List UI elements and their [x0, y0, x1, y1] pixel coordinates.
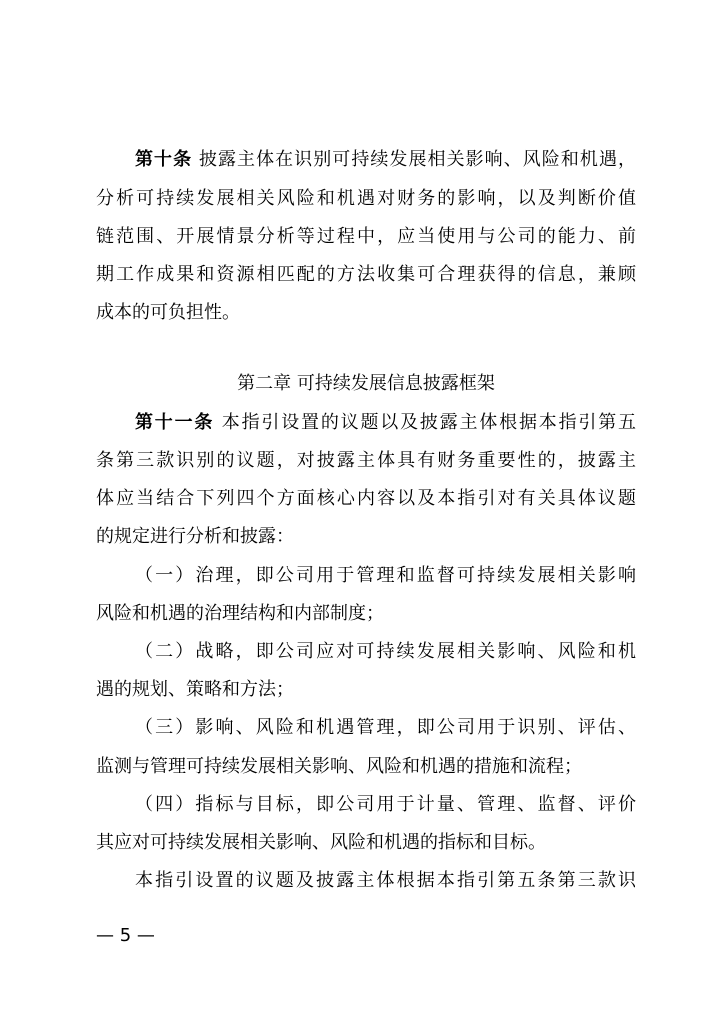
item-1-line-1: （一）治理，即公司用于管理和监督可持续发展相关影响	[135, 565, 636, 586]
item-2-line-1: （二）战略，即公司应对可持续发展相关影响、风险和机	[135, 641, 636, 662]
article-10-heading: 第十条	[135, 149, 193, 170]
item-3-line-2: 监测与管理可持续发展相关影响、风险和机遇的措施和流程；	[96, 756, 582, 777]
article-11-text-1: 本指引设置的议题以及披露主体根据本指引第五	[221, 412, 637, 433]
article-11-heading: 第十一条	[135, 412, 215, 433]
closing-line: 本指引设置的议题及披露主体根据本指引第五条第三款识	[135, 870, 636, 891]
item-1-line-2: 风险和机遇的治理结构和内部制度；	[96, 603, 384, 624]
chapter-title: 第二章 可持续发展信息披露框架	[237, 373, 495, 394]
page-number: — 5 —	[96, 925, 155, 946]
article-10-line-1	[135, 141, 636, 179]
article-11-line-2: 条第三款识别的议题，对披露主体具有财务重要性的，披露主	[96, 450, 636, 471]
article-11-line-3: 体应当结合下列四个方面核心内容以及本指引对有关具体议题	[96, 488, 636, 509]
article-11-line-4: 的规定进行分析和披露：	[96, 526, 294, 547]
article-10-text-1: 披露主体在识别可持续发展相关影响、风险和机遇，	[198, 149, 637, 170]
item-3-line-1: （三）影响、风险和机遇管理，即公司用于识别、评估、	[135, 717, 636, 738]
article-11-line-1	[135, 404, 636, 442]
article-10-line-4: 期工作成果和资源相匹配的方法收集可合理获得的信息，兼顾	[96, 264, 636, 285]
article-10-line-3: 链范围、开展情景分析等过程中，应当使用与公司的能力、前	[96, 226, 636, 247]
item-4-line-1: （四）指标与目标，即公司用于计量、管理、监督、评价	[135, 794, 636, 815]
item-4-line-2: 其应对可持续发展相关影响、风险和机遇的指标和目标。	[96, 832, 546, 853]
article-10-line-2: 分析可持续发展相关风险和机遇对财务的影响，以及判断价值	[96, 188, 636, 209]
article-10-line-5: 成本的可负担性。	[96, 302, 240, 323]
item-2-line-2: 遇的规划、策略和方法；	[96, 679, 294, 700]
